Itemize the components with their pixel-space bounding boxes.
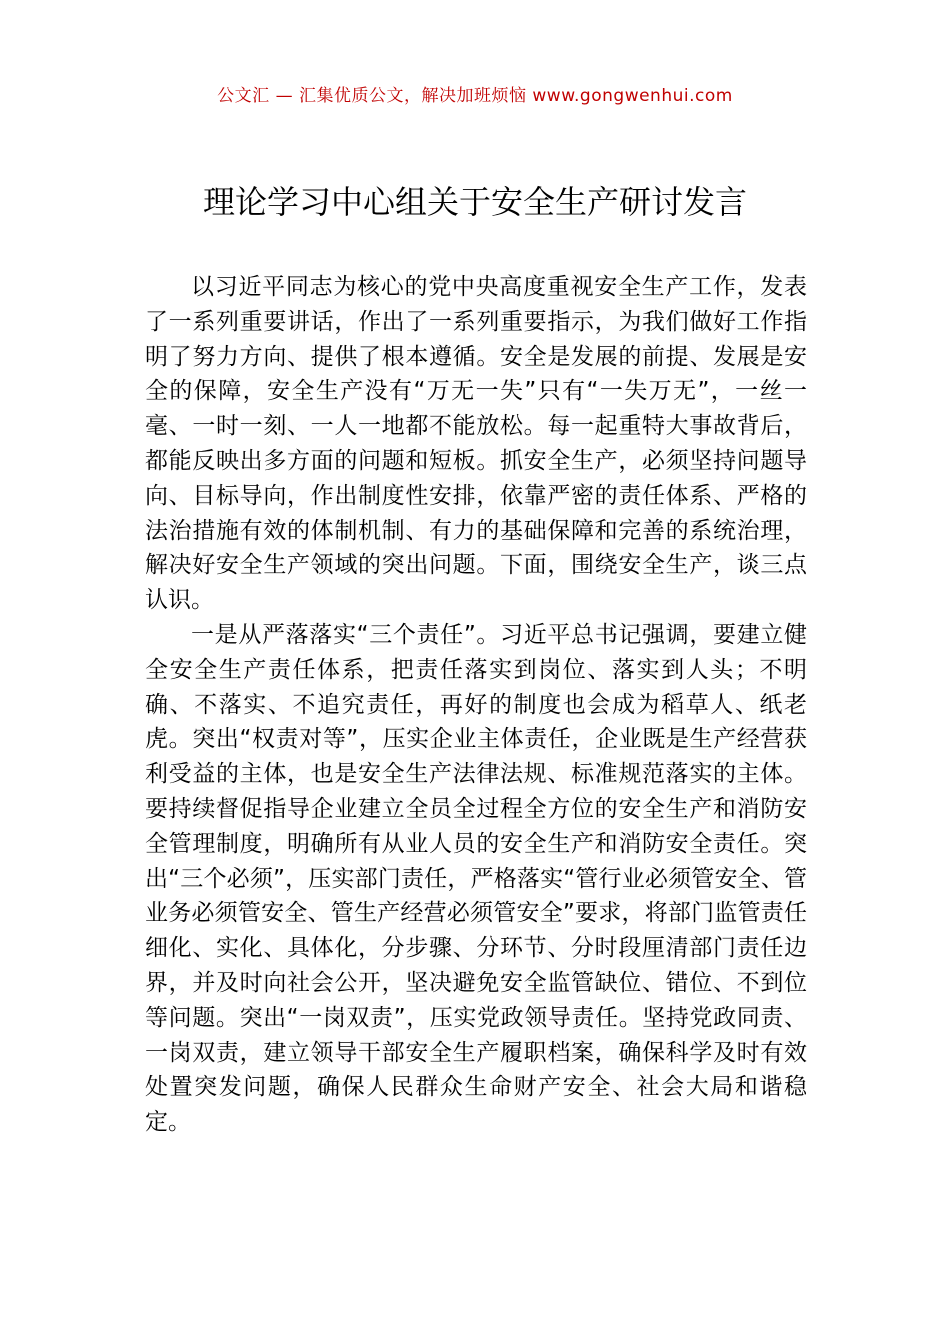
document-title: 理论学习中心组关于安全生产研讨发言 [202,183,747,221]
paragraph-section-one: 一是从严落落实“三个责任”。习近平总书记强调，要建立健全安全生产责任体系，把责任落实到岗位、落实到人头；不明确、不落实、不追究责任，再好的制度也会成为稻草人、纸老虎。突出“权责对等”，压实企业主体责任，企业既是生产经营获利受益的主体，也是安全生产法律法规、标准规范落实的主体。要持续督促指导企业建立全员全过程全方位的安全生产和消防安全管理制度，明确所有从业人员的安全生产和消防安全责任。突出“三个必须”，压实部门责任，严格落实“管行业必须管安全、管业务必须管安全、管生产经营必须管安全”要求，将部门监管责任细化、实化、具体化，分步骤、分环节、分时段厘清部门责任边界，并及时向社会公开，坚决避免安全监管缺位、错位、不到位等问题。突出“一岗双责”，压实党政领导责任。坚持党政同责、一岗双责，建立领导干部安全生产履职档案，确保科学及时有效处置突发问题，确保人民群众生命财产安全、社会大局和谐稳定。 [145,621,807,1136]
header-banner: 公文汇 — 汇集优质公文，解决加班烦恼 www.gongwenhui.com [217,86,733,106]
paragraph-intro: 以习近平同志为核心的党中央高度重视安全生产工作，发表了一系列重要讲话，作出了一系列重要指示，为我们做好工作指明了努力方向、提供了根本遵循。安全是发展的前提、发展是安全的保障，安全生产没有“万无一失”只有“一失万无”，一丝一毫、一时一刻、一人一地都不能放松。每一起重特大事故背后，都能反映出多方面的问题和短板。抓安全生产，必须坚持问题导向、目标导向，作出制度性安排，依靠严密的责任体系、严格的法治措施有效的体制机制、有力的基础保障和完善的系统治理，解决好安全生产领域的突出问题。下面，围绕安全生产，谈三点认识。 [145,274,807,614]
document-body [145,270,807,1140]
